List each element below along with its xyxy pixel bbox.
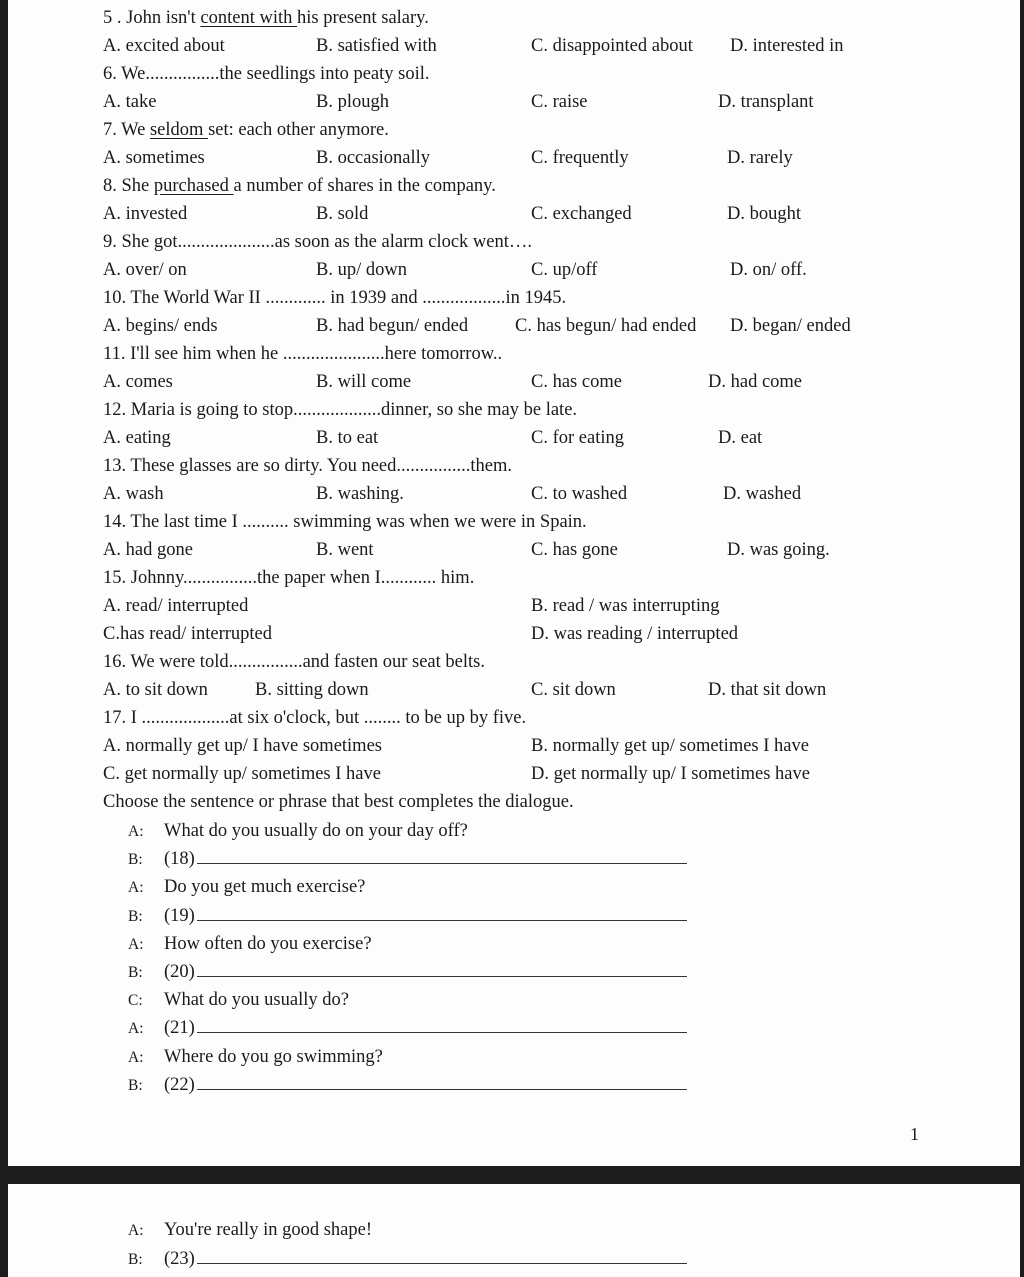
dialogue-text: (18)	[164, 849, 195, 870]
answer-option[interactable]: C. has come	[531, 372, 622, 392]
answer-option[interactable]: C. for eating	[531, 428, 624, 448]
answer-blank[interactable]	[197, 1262, 687, 1264]
answer-option[interactable]: B. washing.	[316, 484, 404, 504]
answer-blank[interactable]	[197, 1031, 687, 1033]
speaker-label: A:	[128, 879, 144, 897]
answer-option[interactable]: C.has read/ interrupted	[103, 624, 273, 644]
speaker-label: B:	[128, 964, 143, 981]
question-stem	[103, 452, 512, 480]
page-number: 1	[910, 1124, 919, 1144]
dialogue-text: (23)	[164, 1249, 195, 1269]
answer-option[interactable]: C. frequently	[531, 148, 629, 168]
speaker-label: B:	[128, 851, 143, 869]
answer-option[interactable]: B. sold	[316, 204, 369, 224]
answer-option[interactable]: A. to sit down	[103, 680, 208, 700]
worksheet-page-2	[8, 1184, 1020, 1277]
answer-option[interactable]: D. washed	[723, 484, 802, 504]
answer-option[interactable]: D. bought	[727, 204, 801, 224]
dialogue-line	[128, 873, 365, 901]
answer-option[interactable]: A. comes	[103, 372, 173, 392]
answer-option[interactable]: A. read/ interrupted	[103, 596, 249, 616]
answer-option[interactable]: D. get normally up/ I sometimes have	[531, 764, 810, 784]
answer-blank[interactable]	[197, 862, 687, 864]
question-stem	[103, 172, 496, 200]
dialogue-line	[128, 845, 687, 873]
dialogue-text: (20)	[164, 962, 195, 982]
dialogue-line	[128, 930, 372, 958]
stem-text: 15. Johnny................the paper when I............ him.	[103, 568, 475, 588]
speaker-label: A:	[128, 1222, 144, 1239]
question-stem	[103, 340, 502, 368]
answer-option[interactable]: C. has gone	[531, 540, 618, 560]
answer-option[interactable]: B. normally get up/ sometimes I have	[531, 736, 809, 756]
speaker-label: A:	[128, 823, 144, 840]
dialogue-text: Where do you go swimming?	[164, 1046, 383, 1067]
answer-option[interactable]: D. was going.	[727, 540, 830, 560]
answer-option[interactable]: C. raise	[531, 92, 588, 112]
answer-option[interactable]: D. began/ ended	[730, 316, 851, 336]
stem-text: 6. We................the seedlings into peaty soil.	[103, 64, 430, 84]
answer-option[interactable]: D. was reading / interrupted	[531, 624, 739, 644]
answer-option[interactable]: B. occasionally	[316, 148, 431, 168]
stem-text: 12. Maria is going to stop...................dinner, so she may be late.	[103, 400, 578, 420]
answer-option[interactable]: A. had gone	[103, 540, 193, 560]
answer-option[interactable]: C. to washed	[531, 484, 628, 504]
worksheet-page-1	[8, 0, 1020, 1166]
answer-option[interactable]: A. take	[103, 92, 157, 112]
dialogue-text: You're really in good shape!	[164, 1220, 372, 1240]
dialogue-line	[128, 902, 687, 930]
answer-option[interactable]: C. get normally up/ sometimes I have	[103, 764, 381, 784]
stem-text: 11. I'll see him when he ......................here tomorrow..	[103, 344, 503, 364]
speaker-label: B:	[128, 907, 143, 925]
answer-option[interactable]: D. that sit down	[708, 680, 827, 700]
stem-text: 7. We	[103, 120, 150, 140]
dialogue-line	[128, 1216, 372, 1244]
answer-option[interactable]: D. transplant	[718, 92, 814, 112]
answer-option[interactable]: B. went	[316, 540, 374, 560]
answer-option[interactable]: C. up/off	[531, 260, 598, 280]
stem-text: set: each other anymore.	[208, 120, 389, 140]
answer-option[interactable]: A. sometimes	[103, 148, 205, 168]
answer-option[interactable]: A. wash	[103, 484, 164, 504]
speaker-label: A:	[128, 1048, 144, 1066]
dialogue-text: Do you get much exercise?	[164, 877, 366, 898]
answer-option[interactable]: A. over/ on	[103, 260, 187, 280]
answer-blank[interactable]	[197, 975, 687, 977]
answer-option[interactable]: D. interested in	[730, 36, 844, 56]
question-stem	[103, 564, 474, 592]
speaker-label: C:	[128, 992, 143, 1010]
answer-option[interactable]: A. normally get up/ I have sometimes	[103, 736, 382, 756]
dialogue-text: (21)	[164, 1018, 195, 1039]
question-stem	[103, 116, 389, 144]
stem-text: 5 . John isn't	[103, 8, 201, 28]
stem-text: 13. These glasses are so dirty. You need................them.	[103, 456, 513, 476]
answer-option[interactable]: D. had come	[708, 372, 803, 392]
question-stem	[103, 284, 566, 312]
dialogue-line	[128, 986, 349, 1014]
dialogue-text: (19)	[164, 905, 195, 926]
answer-blank[interactable]	[197, 1088, 687, 1090]
stem-text: 10. The World War II ............. in 1939 and ..................in 1945.	[103, 288, 567, 308]
answer-option[interactable]: C. sit down	[531, 680, 616, 700]
answer-option[interactable]: B. sitting down	[255, 680, 369, 700]
stem-text: 16. We were told................and fasten our seat belts.	[103, 652, 485, 672]
speaker-label: A:	[128, 1020, 144, 1038]
dialogue-line	[128, 1245, 687, 1273]
answer-option[interactable]: C. has begun/ had ended	[515, 316, 697, 336]
stem-text: 17. I ...................at six o'clock, but ........ to be up by five.	[103, 708, 527, 728]
dialogue-line	[128, 1071, 687, 1099]
underlined-term: content with	[200, 8, 297, 28]
question-stem	[103, 228, 532, 256]
question-stem	[103, 704, 526, 732]
stem-text: his present salary.	[296, 8, 429, 28]
dialogue-text: What do you usually do?	[164, 990, 349, 1011]
answer-option[interactable]: B. read / was interrupting	[531, 596, 720, 616]
question-stem	[103, 508, 587, 536]
speaker-label: B:	[128, 1251, 143, 1268]
stem-text: 8. She	[103, 176, 154, 196]
answer-option[interactable]: D. eat	[718, 428, 763, 448]
answer-option[interactable]: A. excited about	[103, 36, 225, 56]
answer-option[interactable]: B. to eat	[316, 428, 379, 448]
answer-option[interactable]: B. had begun/ ended	[316, 316, 469, 336]
answer-option[interactable]: D. on/ off.	[730, 260, 807, 280]
stem-text: a number of shares in the company.	[233, 176, 496, 196]
question-stem	[103, 60, 430, 88]
answer-option[interactable]: A. invested	[103, 204, 188, 224]
underlined-term: seldom	[149, 120, 209, 140]
answer-option[interactable]: A. begins/ ends	[103, 316, 218, 336]
dialogue-text: (22)	[164, 1074, 195, 1095]
answer-option[interactable]: C. exchanged	[531, 204, 632, 224]
answer-blank[interactable]	[197, 919, 687, 921]
dialogue-line	[128, 1014, 687, 1042]
dialogue-line	[128, 958, 687, 986]
underlined-term: purchased	[153, 176, 234, 196]
stem-text: 9. She got.....................as soon as the alarm clock went….	[103, 232, 533, 252]
question-stem	[103, 396, 577, 424]
question-stem	[103, 4, 429, 32]
answer-option[interactable]: C. disappointed about	[531, 36, 693, 56]
answer-option[interactable]: B. will come	[316, 372, 412, 392]
dialogue-line	[128, 1043, 383, 1071]
section-heading: Choose the sentence or phrase that best completes the dialogue.	[103, 792, 574, 812]
speaker-label: A:	[128, 935, 144, 953]
answer-option[interactable]: B. up/ down	[316, 260, 407, 280]
answer-option[interactable]: D. rarely	[727, 148, 793, 168]
speaker-label: B:	[128, 1076, 143, 1094]
dialogue-text: How often do you exercise?	[164, 933, 372, 954]
answer-option[interactable]: B. satisfied with	[316, 36, 437, 56]
stem-text: 14. The last time I .......... swimming was when we were in Spain.	[103, 512, 587, 532]
answer-option[interactable]: B. plough	[316, 92, 389, 112]
dialogue-text: What do you usually do on your day off?	[164, 821, 468, 841]
dialogue-line	[128, 817, 468, 845]
answer-option[interactable]: A. eating	[103, 428, 171, 448]
question-stem	[103, 648, 485, 676]
